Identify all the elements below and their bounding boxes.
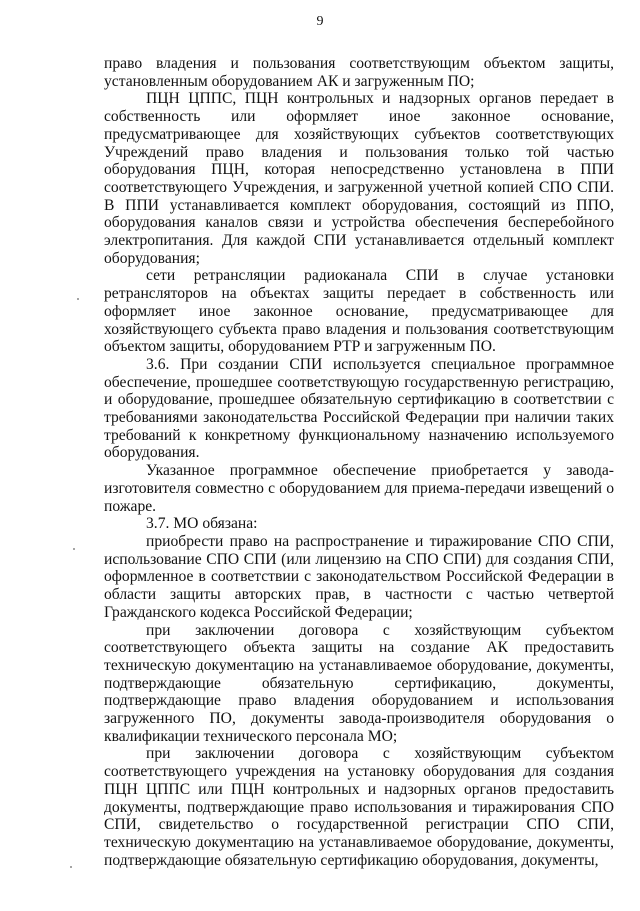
scan-speck — [73, 548, 75, 550]
paragraph-relay-networks: сети ретрансляции радиоканала СПИ в случае установки ретрансляторов на объектах защиты передает в собственность или оформляет иное законное основание, предусматривающее для хозяйствующего субъекта право владения и пользования соответствующим объектом защиты, оборудованием РТР и загруженным ПО. — [104, 267, 614, 356]
paragraph-ownership-rights: право владения и пользования соответствующим объектом защиты, установленным оборудованием АК и загруженным ПО; — [104, 55, 614, 90]
paragraph-contract-institution: при заключении договора с хозяйствующим субъектом соответствующего учреждения на установку оборудования для создания ПЦН ЦППС или ПЦН контрольных и надзорных органов предоставить документы, подтверждающие право использования и тиражирования СПО СПИ, свидетельство о государственной регистрации СПО СПИ, техническую документацию на устанавливаемое оборудование, документы, подтверждающие обязательную сертификацию оборудования, документы, — [104, 745, 614, 869]
paragraph-section-3-6: 3.6. При создании СПИ используется специальное программное обеспечение, прошедшее соответствующую государственную регистрацию, и оборудование, прошедшее обязательную сертификацию в соответствии с требованиями законодательства Российской Федерации при наличии таких требований к конкретному функциональному назначению используемого оборудования. — [104, 355, 614, 462]
paragraph-software-acquisition: Указанное программное обеспечение приобретается у завода-изготовителя совместно с оборудованием для приема-передачи извещений о пожаре. — [104, 462, 614, 515]
scan-speck — [70, 866, 72, 868]
paragraph-contract-protection-object: при заключении договора с хозяйствующим субъектом соответствующего объекта защиты на создание АК предоставить техническую документацию на устанавливаемое оборудование, документы, подтверждающие обязательную сертификацию, документы, подтверждающие право владения оборудованием и использования загруженного ПО, документы завода-производителя оборудования о квалификации технического персонала МО; — [104, 621, 614, 745]
paragraph-pcn-cpps: ПЦН ЦППС, ПЦН контрольных и надзорных органов передает в собственность или оформляет иное законное основание, предусматривающее для хозяйствующих субъектов соответствующих Учреждений право владения и пользования только той частью оборудования ПЦН, которая непосредственно установлена в ППИ соответствующего Учреждения, и загруженной учетной копией СПО СПИ. В ППИ устанавливается комплект оборудования, состоящий из ППО, оборудования каналов связи и устройства обеспечения бесперебойного электропитания. Для каждой СПИ устанавливается отдельный комплект оборудования; — [104, 90, 614, 267]
document-body — [104, 55, 614, 869]
paragraph-section-3-7: 3.7. МО обязана: — [146, 515, 258, 533]
scan-speck — [77, 298, 79, 300]
page-number: 9 — [316, 14, 324, 29]
paragraph-acquire-rights: приобрести право на распространение и тиражирование СПО СПИ, использование СПО СПИ (или лицензию на СПО СПИ) для создания СПИ, оформленное в соответствии с законодательством Российской Федерации в области защиты авторских прав, в частности с частью четвертой Гражданского кодекса Российской Федерации; — [104, 532, 614, 621]
